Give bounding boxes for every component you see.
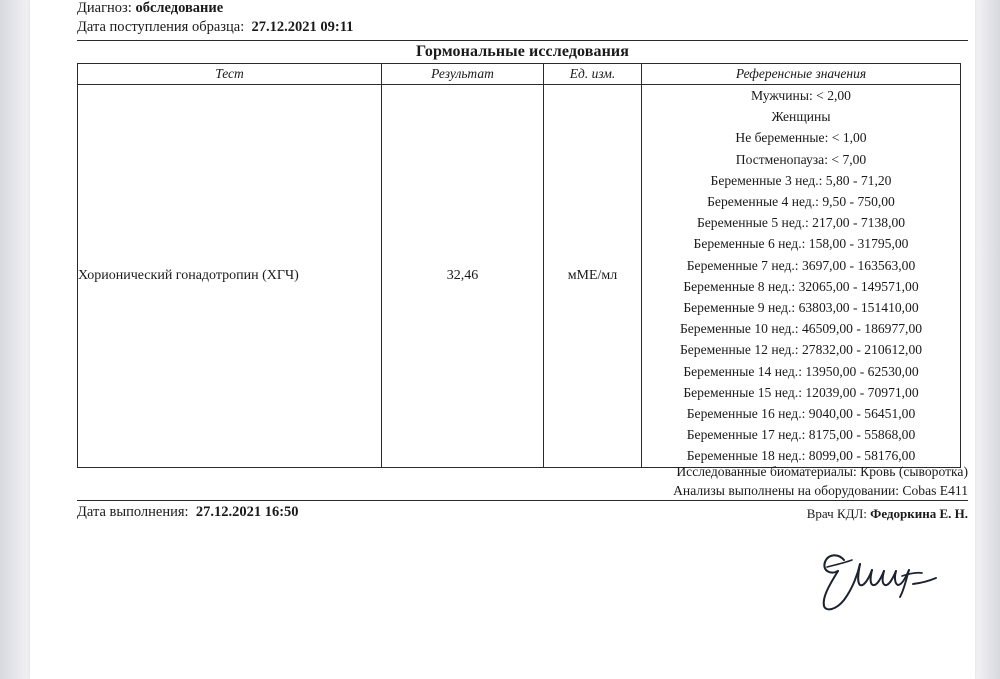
section-title: Гормональные исследования	[416, 43, 629, 60]
column-header-test: Тест	[78, 64, 382, 85]
column-header-unit: Ед. изм.	[544, 64, 642, 85]
column-header-reference: Референсные значения	[642, 64, 961, 85]
doctor-label: Врач КДЛ:	[806, 506, 867, 521]
reference-line: Мужчины: < 2,00	[751, 88, 851, 103]
reference-values-list	[642, 85, 960, 467]
sample-date-label: Дата поступления образца:	[77, 19, 245, 35]
table-row	[78, 85, 961, 468]
reference-line: Беременные 16 нед.: 9040,00 - 56451,00	[686, 406, 916, 422]
reference-line: Беременные 12 нед.: 27832,00 - 210612,00	[679, 342, 923, 358]
completion-date-line	[77, 504, 299, 521]
reference-line: Беременные 14 нед.: 13950,00 - 62530,00	[683, 363, 919, 379]
reference-line: Постменопауза: < 7,00	[735, 151, 867, 167]
page-right-margin	[975, 0, 1000, 679]
hormonal-results-table	[77, 63, 961, 468]
reference-line: Беременные 4 нед.: 9,50 - 750,00	[707, 194, 895, 210]
reference-line: Беременные 7 нед.: 3697,00 - 163563,00	[686, 257, 916, 273]
column-header-result: Результат	[382, 64, 544, 85]
reference-line: Беременные 3 нед.: 5,80 - 71,20	[710, 172, 892, 188]
completion-date-label: Дата выполнения:	[77, 504, 189, 520]
sample-date-line	[77, 18, 353, 37]
cell-reference-values	[642, 85, 961, 468]
reference-line: Беременные 5 нед.: 217,00 - 7138,00	[696, 215, 906, 231]
reference-line: Беременные 9 нед.: 63803,00 - 151410,00	[683, 300, 919, 316]
header-divider	[77, 40, 968, 41]
reference-line: Беременные 17 нед.: 8175,00 - 55868,00	[686, 427, 916, 443]
equipment-note: Анализы выполнены на оборудовании: Cobas E411	[673, 483, 968, 498]
reference-line: Не беременные: < 1,00	[735, 130, 867, 146]
reference-line: Беременные 6 нед.: 158,00 - 31795,00	[693, 236, 909, 252]
diagnosis-label: Диагноз:	[77, 0, 132, 16]
document-page	[30, 0, 975, 679]
completion-date-value: 27.12.2021 16:50	[195, 504, 299, 520]
signature-image	[800, 540, 960, 615]
reference-line: Женщины	[771, 109, 831, 125]
reference-line: Беременные 15 нед.: 12039,00 - 70971,00	[683, 384, 919, 400]
biomaterial-note: Исследованные биоматериалы: Кровь (сыворотка)	[676, 464, 968, 479]
document-footer	[77, 504, 968, 526]
footer-divider	[77, 500, 968, 501]
cell-result-value: 32,46	[382, 85, 544, 468]
cell-unit: мМЕ/мл	[544, 85, 642, 468]
diagnosis-line	[77, 0, 223, 18]
reference-line: Беременные 10 нед.: 46509,00 - 186977,00	[679, 321, 923, 337]
page-left-margin	[0, 0, 30, 679]
reference-line: Беременные 8 нед.: 32065,00 - 149571,00	[683, 278, 919, 294]
doctor-name: Федоркина Е. Н.	[870, 506, 968, 521]
signature-icon	[800, 540, 960, 615]
diagnosis-value: обследование	[135, 0, 224, 16]
table-header-row	[78, 64, 961, 85]
cell-test-name: Хорионический гонадотропин (ХГЧ)	[78, 85, 382, 468]
sample-date-value: 27.12.2021 09:11	[251, 19, 354, 35]
doctor-line	[807, 506, 968, 522]
reference-line: Беременные 18 нед.: 8099,00 - 58176,00	[686, 448, 916, 464]
table-notes	[77, 462, 968, 500]
